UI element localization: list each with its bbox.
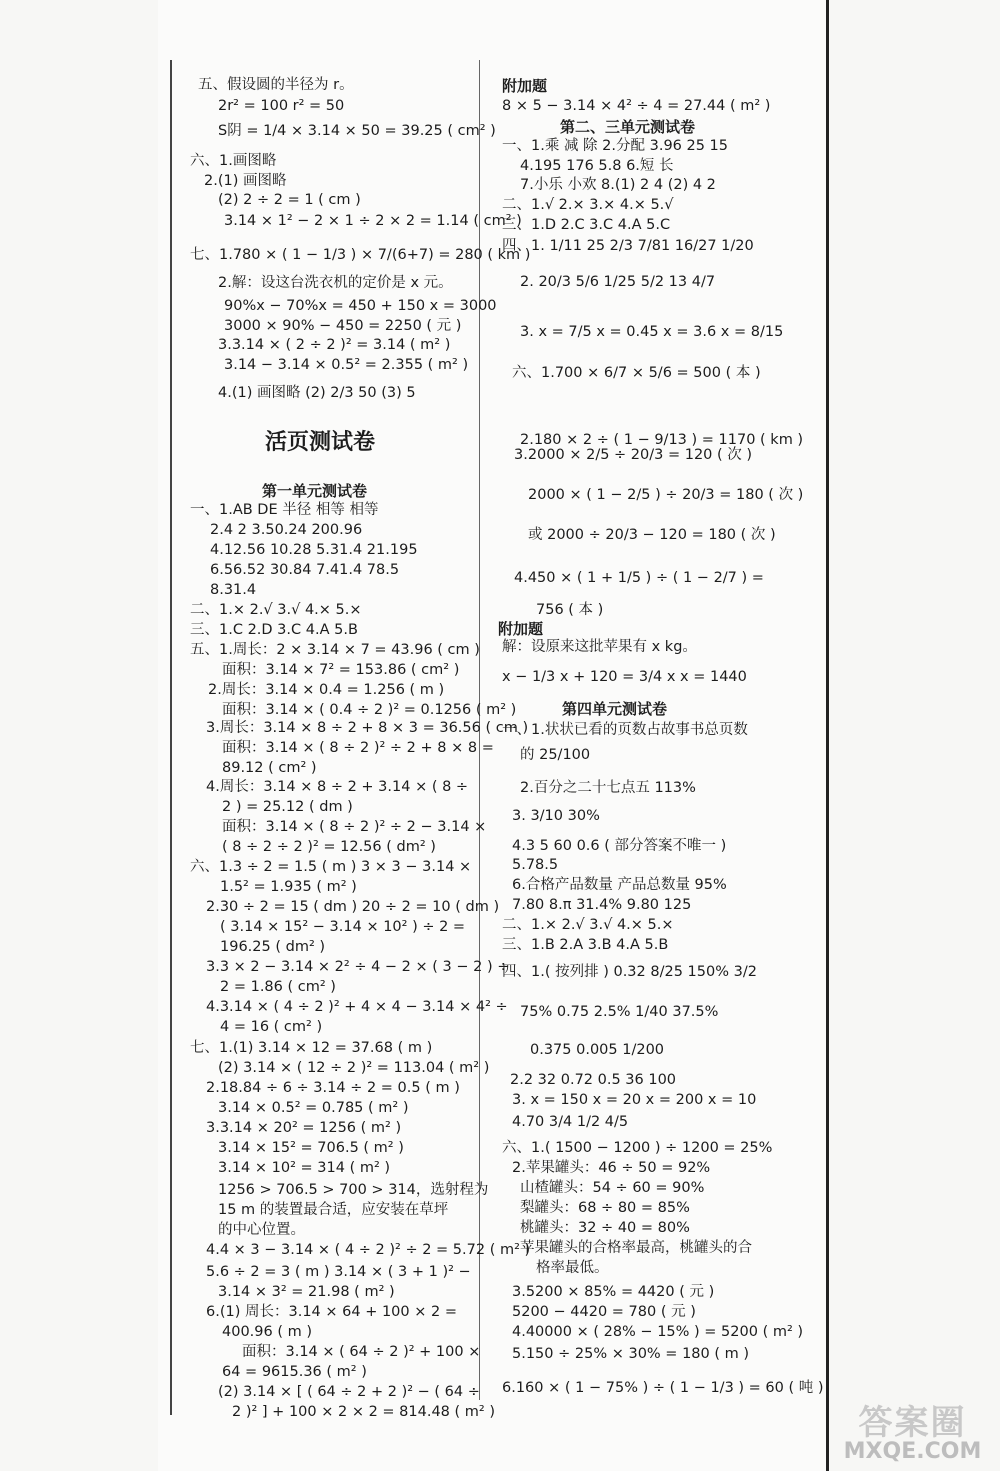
right-answer-line-38: 4.70 3/4 1/2 4/5 [512,1114,629,1130]
left-answer-line-46: 3.14 × 0.5² = 0.785 ( m² ) [218,1100,409,1116]
left-answer-line-2: 2r² = 100 r² = 50 [218,98,345,114]
right-answer-line-21: x − 1/3 x + 120 = 3/4 x x = 1440 [502,669,747,685]
left-answer-line-16: 一、1.AB DE 半径 相等 相等 [190,502,379,518]
right-answer-line-12: 六、1.700 × 6/7 × 5/6 = 500 ( 本 ) [512,365,761,381]
right-answer-line-16: 或 2000 ÷ 20/3 − 120 = 180 ( 次 ) [528,527,776,543]
right-answer-line-15: 2000 × ( 1 − 2/5 ) ÷ 20/3 = 180 ( 次 ) [528,487,804,503]
left-answer-line-13: 3.14 − 3.14 × 0.5² = 2.355 ( m² ) [224,357,469,373]
left-answer-line-21: 二、1.× 2.√ 3.√ 4.× 5.× [190,602,362,618]
left-answer-line-59: 64 = 9615.36 ( m² ) [222,1364,367,1380]
right-answer-line-39: 六、1.( 1500 − 1200 ) ÷ 1200 = 25% [502,1140,773,1156]
left-answer-line-44: (2) 3.14 × ( 12 ÷ 2 )² = 113.04 ( m² ) [218,1060,490,1076]
left-answer-line-58: 面积：3.14 × ( 64 ÷ 2 )² + 100 × [242,1344,481,1360]
left-answer-line-40: 2 = 1.86 ( cm² ) [220,979,336,995]
left-answer-line-23: 五、1.周长：2 × 3.14 × 7 = 43.96 ( cm ) [190,642,480,658]
section-title: 活页测试卷 [264,430,375,455]
right-answer-line-22: 第四单元测试卷 [562,700,668,718]
left-answer-line-49: 3.14 × 10² = 314 ( m² ) [218,1160,391,1176]
right-answer-line-14: 3.2000 × 2/5 ÷ 20/3 = 120 ( 次 ) [514,447,753,463]
left-answer-line-41: 4.3.14 × ( 4 ÷ 2 )² + 4 × 4 − 3.14 × 4² ÷ [206,999,508,1015]
left-answer-line-4: 六、1.画图略 [190,153,277,169]
left-answer-line-14: 4.(1) 画图略 (2) 2/3 50 (3) 5 [218,385,416,401]
left-answer-line-26: 面积：3.14 × ( 0.4 ÷ 2 )² = 0.1256 ( m² ) [222,702,517,718]
left-answer-line-20: 8.31.4 [210,582,257,598]
left-answer-line-19: 6.56.52 30.84 7.41.4 78.5 [210,562,400,578]
left-answer-line-48: 3.14 × 15² = 706.5 ( m² ) [218,1140,404,1156]
right-answer-line-8: 三、1.D 2.C 3.C 4.A 5.C [502,217,671,233]
left-answer-line-24: 面积：3.14 × 7² = 153.86 ( cm² ) [222,662,460,678]
right-answer-line-42: 梨罐头：68 ÷ 80 = 85% [520,1200,690,1216]
left-answer-line-36: 2.30 ÷ 2 = 15 ( dm ) 20 ÷ 2 = 10 ( dm ) [206,899,500,915]
left-answer-line-9: 2.解：设这台洗衣机的定价是 x 元。 [218,275,453,291]
left-answer-line-38: 196.25 ( dm² ) [220,939,326,955]
right-answer-line-19: 附加题 [498,620,544,638]
right-answer-line-2: 8 × 5 − 3.14 × 4² ÷ 4 = 27.44 ( m² ) [502,98,771,114]
right-answer-line-4: 一、1.乘 减 除 2.分配 3.96 25 15 [502,138,729,154]
right-answer-line-27: 4.3 5 60 0.6 ( 部分答案不唯一 ) [512,838,727,854]
right-answer-line-50: 6.160 × ( 1 − 75% ) ÷ ( 1 − 1/3 ) = 60 ( 吨 ) [502,1380,824,1396]
left-answer-line-30: 4.周长：3.14 × 8 ÷ 2 + 3.14 × ( 8 ÷ [206,779,469,795]
left-answer-line-51: 15 m 的装置最合适，应安装在草坪 [218,1202,449,1218]
left-answer-line-42: 4 = 16 ( cm² ) [220,1019,323,1035]
left-answer-line-17: 2.4 2 3.50.24 200.96 [210,522,363,538]
right-answer-line-10: 2. 20/3 5/6 1/25 5/2 13 4/7 [520,274,716,290]
left-answer-line-43: 七、1.(1) 3.14 × 12 = 37.68 ( m ) [190,1040,433,1056]
left-answer-line-33: ( 8 ÷ 2 ÷ 2 )² = 12.56 ( dm² ) [222,839,436,855]
left-answer-line-52: 的中心位置。 [218,1222,305,1238]
left-answer-line-31: 2 ) = 25.12 ( dm ) [222,799,353,815]
right-answer-line-35: 0.375 0.005 1/200 [530,1042,665,1058]
left-answer-line-35: 1.5² = 1.935 ( m² ) [220,879,357,895]
right-answer-line-5: 4.195 176 5.8 6.短 长 [520,158,674,174]
left-answer-line-39: 3.3 × 2 − 3.14 × 2² ÷ 4 − 2 × ( 3 − 2 ) ÷ [206,959,510,975]
left-answer-line-53: 4.4 × 3 − 3.14 × ( 4 ÷ 2 )² ÷ 2 = 5.72 ( m² ) [206,1242,531,1258]
right-answer-line-20: 解：设原来这批苹果有 x kg。 [502,639,697,655]
left-answer-line-10: 90%x − 70%x = 450 + 150 x = 3000 [224,298,497,314]
right-answer-line-45: 格率最低。 [536,1260,609,1276]
right-answer-line-9: 四、1. 1/11 25 2/3 7/81 16/27 1/20 [502,238,754,254]
right-answer-line-1: 附加题 [502,77,548,95]
right-answer-line-18: 756 ( 本 ) [536,602,604,618]
right-answer-line-11: 3. x = 7/5 x = 0.45 x = 3.6 x = 8/15 [520,324,784,340]
left-answer-line-22: 三、1.C 2.D 3.C 4.A 5.B [190,622,358,638]
right-answer-line-32: 三、1.B 2.A 3.B 4.A 5.B [502,937,669,953]
left-answer-line-18: 4.12.56 10.28 5.31.4 21.195 [210,542,418,558]
left-answer-line-28: 面积：3.14 × ( 8 ÷ 2 )² ÷ 2 + 8 × 8 = [222,740,494,756]
left-answer-line-32: 面积：3.14 × ( 8 ÷ 2 )² ÷ 2 − 3.14 × [222,819,487,835]
right-answer-line-37: 3. x = 150 x = 20 x = 200 x = 10 [512,1092,757,1108]
right-answer-line-17: 4.450 × ( 1 + 1/5 ) ÷ ( 1 − 2/7 ) = [514,570,764,586]
left-answer-line-47: 3.3.14 × 20² = 1256 ( m² ) [206,1120,402,1136]
left-answer-line-55: 3.14 × 3² = 21.98 ( m² ) [218,1284,395,1300]
left-answer-line-50: 1256 > 706.5 > 700 > 314，选射程为 [218,1182,489,1198]
left-answer-line-25: 2.周长：3.14 × 0.4 = 1.256 ( m ) [208,682,445,698]
right-answer-line-31: 二、1.× 2.√ 3.√ 4.× 5.× [502,917,674,933]
left-answer-line-1: 五、假设圆的半径为 r。 [198,77,354,93]
right-answer-line-33: 四、1.( 按列排 ) 0.32 8/25 150% 3/2 [502,964,757,980]
watermark-url: MXQE.COM [843,1439,982,1464]
right-answer-column [480,0,825,1471]
left-answer-line-56: 6.(1) 周长：3.14 × 64 + 100 × 2 = [206,1304,457,1320]
right-answer-line-43: 桃罐头：32 ÷ 40 = 80% [520,1220,690,1236]
right-answer-line-24: 的 25/100 [520,747,591,763]
right-answer-line-23: 一、1.状状已看的页数占故事书总页数 [502,722,748,738]
right-answer-line-49: 5.150 ÷ 25% × 30% = 180 ( m ) [512,1346,750,1362]
left-answer-line-3: S阴 = 1/4 × 3.14 × 50 = 39.25 ( cm² ) [218,123,496,139]
right-answer-line-13: 2.180 × 2 ÷ ( 1 − 9/13 ) = 1170 ( km ) [520,432,804,448]
right-answer-line-47: 5200 − 4420 = 780 ( 元 ) [512,1304,696,1320]
right-answer-line-41: 山楂罐头：54 ÷ 60 = 90% [520,1180,705,1196]
left-answer-line-60: (2) 3.14 × [ ( 64 ÷ 2 + 2 )² − ( 64 ÷ [218,1384,480,1400]
right-answer-line-44: 苹果罐头的合格率最高，桃罐头的合 [520,1240,752,1256]
right-answer-line-28: 5.78.5 [512,857,559,873]
right-answer-line-48: 4.40000 × ( 28% − 15% ) = 5200 ( m² ) [512,1324,804,1340]
left-answer-line-61: 2 )² ] + 100 × 2 × 2 = 814.48 ( m² ) [232,1404,495,1420]
left-answer-line-6: (2) 2 ÷ 2 = 1 ( cm ) [218,192,361,208]
right-edge-rule [826,0,829,1471]
left-answer-line-8: 七、1.780 × ( 1 − 1/3 ) × 7/(6+7) = 280 ( km ) [190,247,531,263]
right-answer-line-34: 75% 0.75 2.5% 1/40 37.5% [520,1004,719,1020]
left-answer-line-5: 2.(1) 画图略 [204,173,287,189]
left-answer-line-12: 3.3.14 × ( 2 ÷ 2 )² = 3.14 ( m² ) [218,337,451,353]
left-answer-line-34: 六、1.3 ÷ 2 = 1.5 ( m ) 3 × 3 − 3.14 × [190,859,472,875]
right-answer-line-7: 二、1.√ 2.× 3.× 4.× 5.√ [502,197,674,213]
right-answer-line-3: 第二、三单元测试卷 [560,118,696,136]
left-answer-line-37: ( 3.14 × 15² − 3.14 × 10² ) ÷ 2 = [220,919,466,935]
right-answer-line-26: 3. 3/10 30% [512,808,600,824]
left-answer-line-45: 2.18.84 ÷ 6 ÷ 3.14 ÷ 2 = 0.5 ( m ) [206,1080,460,1096]
left-answer-line-54: 5.6 ÷ 2 = 3 ( m ) 3.14 × ( 3 + 1 )² − [206,1264,471,1280]
left-answer-line-57: 400.96 ( m ) [222,1324,313,1340]
right-answer-line-30: 7.80 8.π 31.4% 9.80 125 [512,897,692,913]
left-answer-line-15: 第一单元测试卷 [262,482,368,500]
right-answer-line-36: 2.2 32 0.72 0.5 36 100 [510,1072,677,1088]
watermark-logo-text: 答案圈 [858,1403,967,1443]
right-answer-line-40: 2.苹果罐头：46 ÷ 50 = 92% [512,1160,711,1176]
left-answer-line-7: 3.14 × 1² − 2 × 1 ÷ 2 × 2 = 1.14 ( cm² ) [224,213,522,229]
right-answer-line-6: 7.小乐 小欢 8.(1) 2 4 (2) 4 2 [520,177,716,193]
left-answer-line-11: 3000 × 90% − 450 = 2250 ( 元 ) [224,318,462,334]
site-watermark [830,1395,995,1467]
right-answer-line-29: 6.合格产品数量 产品总数量 95% [512,877,727,893]
right-answer-line-25: 2.百分之二十七点五 113% [520,780,696,796]
left-answer-line-29: 89.12 ( cm² ) [222,760,317,776]
left-answer-line-27: 3.周长：3.14 × 8 ÷ 2 + 8 × 3 = 36.56 ( cm ) [206,720,529,736]
right-answer-line-46: 3.5200 × 85% = 4420 ( 元 ) [512,1284,715,1300]
